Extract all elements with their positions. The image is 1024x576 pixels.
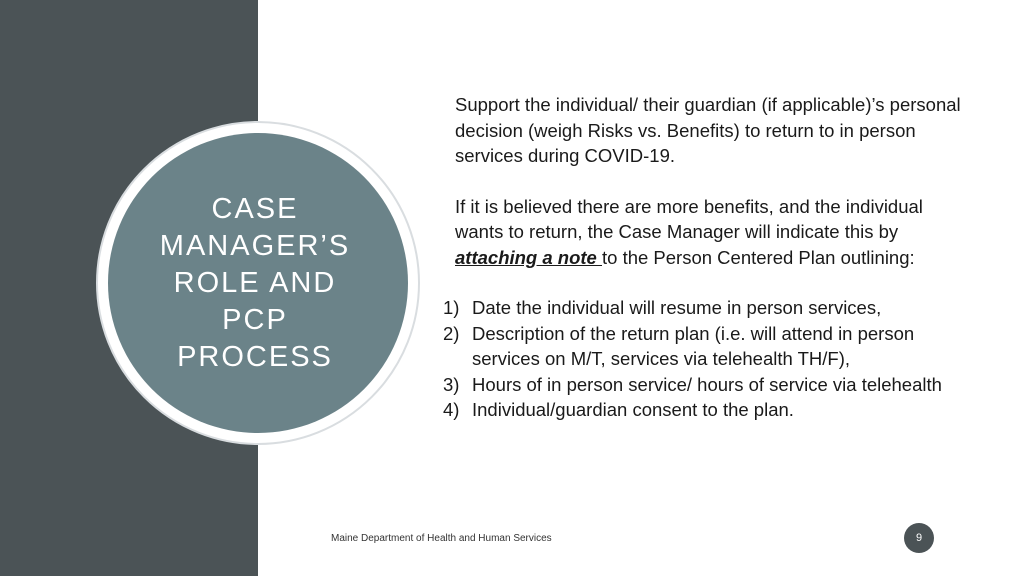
list-item-number: 4) [443, 399, 460, 420]
list-item [443, 397, 975, 423]
paragraph-support: Support the individual/ their guardian (if applicable)’s personal decision (weigh Risks vs. Benefits) to return to in person services during COVID-19. [455, 94, 961, 166]
list-item-text: Individual/guardian consent to the plan. [472, 399, 794, 420]
slide-content [443, 92, 975, 423]
title-circle [108, 133, 408, 433]
list-item-text: Date the individual will resume in person services, [472, 297, 882, 318]
list-item [443, 295, 975, 321]
attaching-note-text: attaching a note [455, 246, 602, 268]
paragraph-benefits [455, 194, 975, 271]
paragraph-benefits-text: If it is believed there are more benefits, and the individual wants to return, the Case Manager will indicate this by [455, 195, 923, 242]
paragraph-benefits-end: to the Person Centered Plan outlining: [602, 246, 915, 268]
page-number-badge: 9 [904, 523, 934, 553]
list-item-number: 2) [443, 322, 460, 344]
list-item-number: 3) [443, 373, 460, 395]
list-item [443, 321, 975, 372]
list-item-text: Description of the return plan (i.e. will attend in person services on M/T, services via telehealth TH/F), [472, 322, 915, 369]
steps-list [443, 295, 975, 423]
list-item-number: 1) [443, 297, 460, 318]
list-item-text: Hours of in person service/ hours of service via telehealth [472, 373, 942, 395]
slide-title: CASE MANAGER’S ROLE AND PCP PROCESS [159, 192, 351, 373]
list-item [443, 372, 975, 398]
footer-text: Maine Department of Health and Human Services [331, 533, 552, 544]
